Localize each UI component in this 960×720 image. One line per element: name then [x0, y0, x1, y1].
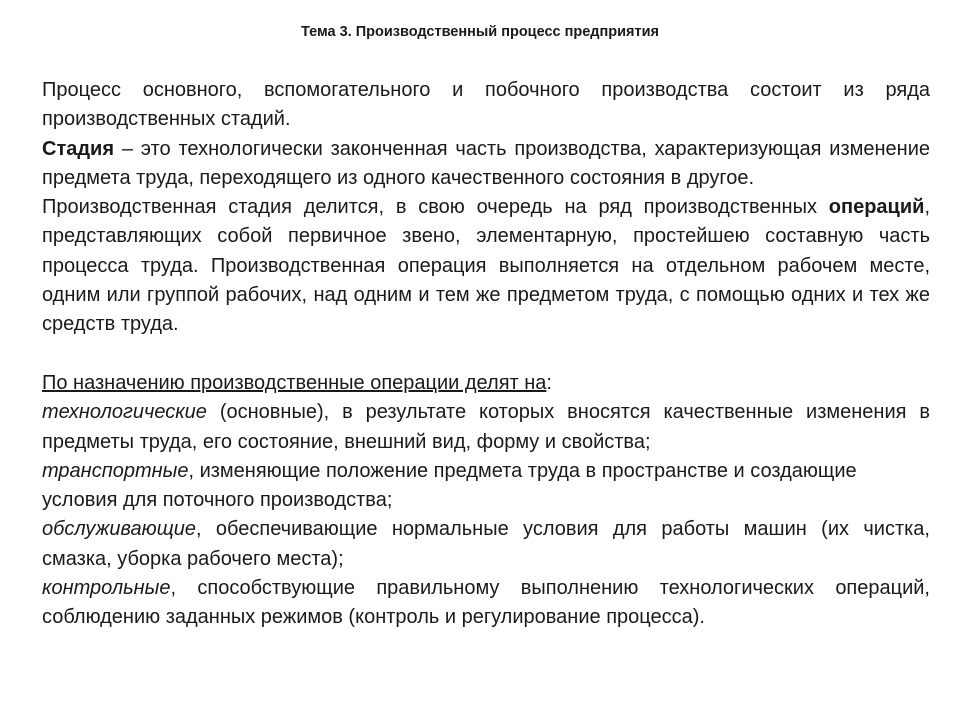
classification-heading	[42, 369, 930, 398]
list-item-technological-text: (основные), в результате которых вносятся качественные изменения в предметы труда, его состояние, внешний вид, форму и свойства;	[42, 401, 930, 453]
classification-heading-colon: :	[546, 371, 552, 394]
paragraph-operation	[42, 193, 930, 339]
paragraph-process-text: Процесс основного, вспомогательного и побочного производства состоит из ряда производственных стадий.	[42, 79, 930, 131]
paragraph-process	[42, 76, 930, 135]
term-operation: операций	[828, 196, 925, 219]
term-stage: Стадия	[42, 137, 115, 160]
spacer	[42, 340, 930, 369]
list-item-transport	[42, 457, 930, 516]
list-item-control-text: , способствующие правильному выполнению технологических операций, соблюдению заданных режимов (контроль и регулирование процесса).	[42, 577, 930, 629]
slide-content	[42, 76, 930, 633]
paragraph-stage	[42, 135, 930, 194]
list-item-control	[42, 574, 930, 633]
term-control: контрольные	[42, 577, 171, 600]
slide-title: Тема 3. Производственный процесс предприятия	[301, 24, 659, 40]
term-transport: транспортные	[42, 459, 189, 482]
list-item-service	[42, 515, 930, 574]
paragraph-operation-text: , представляющих собой первичное звено, элементарную, простейшею составную часть процесса труда. Производственная операция выполняется на отдельном рабочем месте, одним или группой рабочих, над одним и тем же предметом труда, с помощью одних и тех же средств труда.	[42, 196, 930, 336]
list-item-transport-text: , изменяющие положение предмета труда в пространстве и создающие условия для поточного производства;	[42, 459, 857, 512]
term-service: обслуживающие	[42, 518, 196, 541]
list-item-technological	[42, 398, 930, 457]
term-technological: технологические	[42, 401, 207, 424]
classification-heading-text: По назначению производственные операции делят на	[42, 371, 547, 394]
list-item-service-text: , обеспечивающие нормальные условия для работы машин (их чистка, смазка, уборка рабочего места);	[42, 518, 930, 570]
paragraph-stage-text: – это технологически законченная часть производства, характеризующая изменение предмета труда, переходящего из одного качественного состояния в другое.	[42, 137, 930, 189]
paragraph-operation-start: Производственная стадия делится, в свою очередь на ряд производственных	[42, 196, 829, 219]
